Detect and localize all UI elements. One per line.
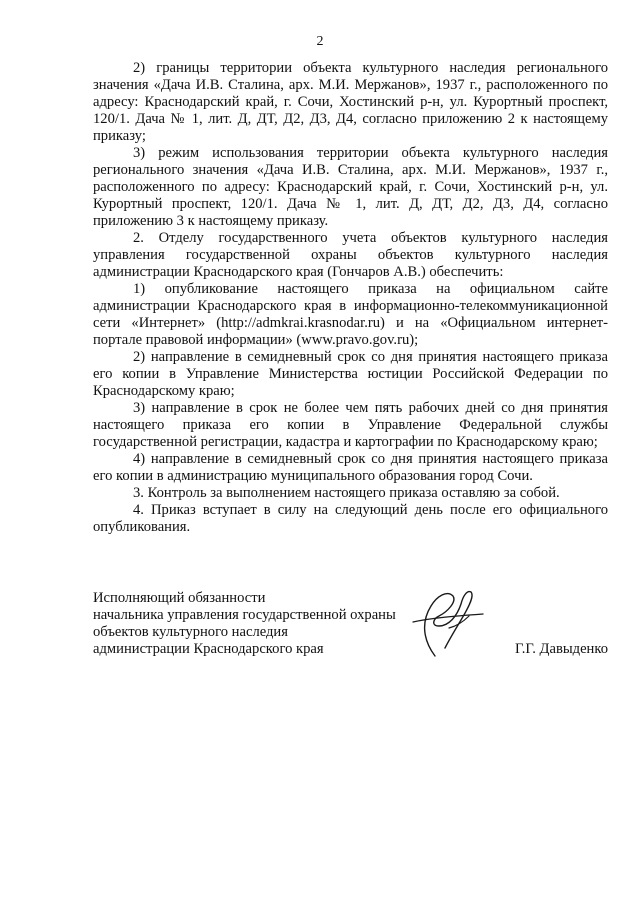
signatory-title-line: начальника управления государственной охраны (93, 607, 396, 623)
signatory-title-line: администрации Краснодарского края (93, 641, 324, 657)
paragraph-department-instruction: 2. Отделу государственного учета объектов культурного наследия управления государственной охраны объектов культурного наследия администрации Краснодарского края (Гончаров А.В.) обеспечить: (93, 230, 608, 280)
signature-block (93, 590, 608, 658)
paragraph-registration-service-copy: 3) направление в срок не более чем пять рабочих дней со дня принятия настоящего приказа его копии в Управление Федеральной службы государственной регистрации, кадастра и картографии по Краснодарскому краю; (93, 400, 608, 450)
paragraph-control: 3. Контроль за выполнением настоящего приказа оставляю за собой. (133, 485, 560, 501)
signatory-title-line: Исполняющий обязанности (93, 590, 266, 606)
handwritten-signature (405, 582, 485, 660)
page-number: 2 (316, 34, 324, 49)
paragraph-effective-date: 4. Приказ вступает в силу на следующий день после его официального опубликования. (93, 502, 608, 535)
paragraph-justice-ministry-copy: 2) направление в семидневный срок со дня принятия настоящего приказа его копии в Управление Министерства юстиции Российской Федерации по Краснодарскому краю; (93, 349, 608, 399)
paragraph-publication: 1) опубликование настоящего приказа на официальном сайте администрации Краснодарского края в информационно-телекоммуникационной сети «Интернет» (http://admkrai.krasnodar.ru) и на «Официальном интернет-портале правовой информации» (www.pravo.gov.ru); (93, 281, 608, 348)
paragraph-territory-regime: 3) режим использования территории объекта культурного наследия регионального значения «Дача И.В. Сталина, арх. М.И. Мержанов», 1937 г., расположенного по адресу: Краснодарский край, г. Сочи, Хостинский р-н, ул. Курортный проспект, 120/1. Дача № 1, лит. Д, ДТ, Д2, Д3, Д4, согласно приложению 3 к настоящему приказу. (93, 145, 608, 229)
document-body (93, 60, 608, 536)
paragraph-sochi-administration-copy: 4) направление в семидневный срок со дня принятия настоящего приказа его копии в администрацию муниципального образования город Сочи. (93, 451, 608, 484)
paragraph-territory-borders: 2) границы территории объекта культурного наследия регионального значения «Дача И.В. Сталина, арх. М.И. Мержанов», 1937 г., расположенного по адресу: Краснодарский край, г. Сочи, Хостинский р-н, ул. Курортный проспект, 120/1. Дача № 1, лит. Д, ДТ, Д2, Д3, Д4, согласно приложению 2 к настоящему приказу; (93, 60, 608, 144)
signatory-title-line: объектов культурного наследия (93, 624, 288, 640)
signatory-name: Г.Г. Давыденко (514, 641, 608, 657)
